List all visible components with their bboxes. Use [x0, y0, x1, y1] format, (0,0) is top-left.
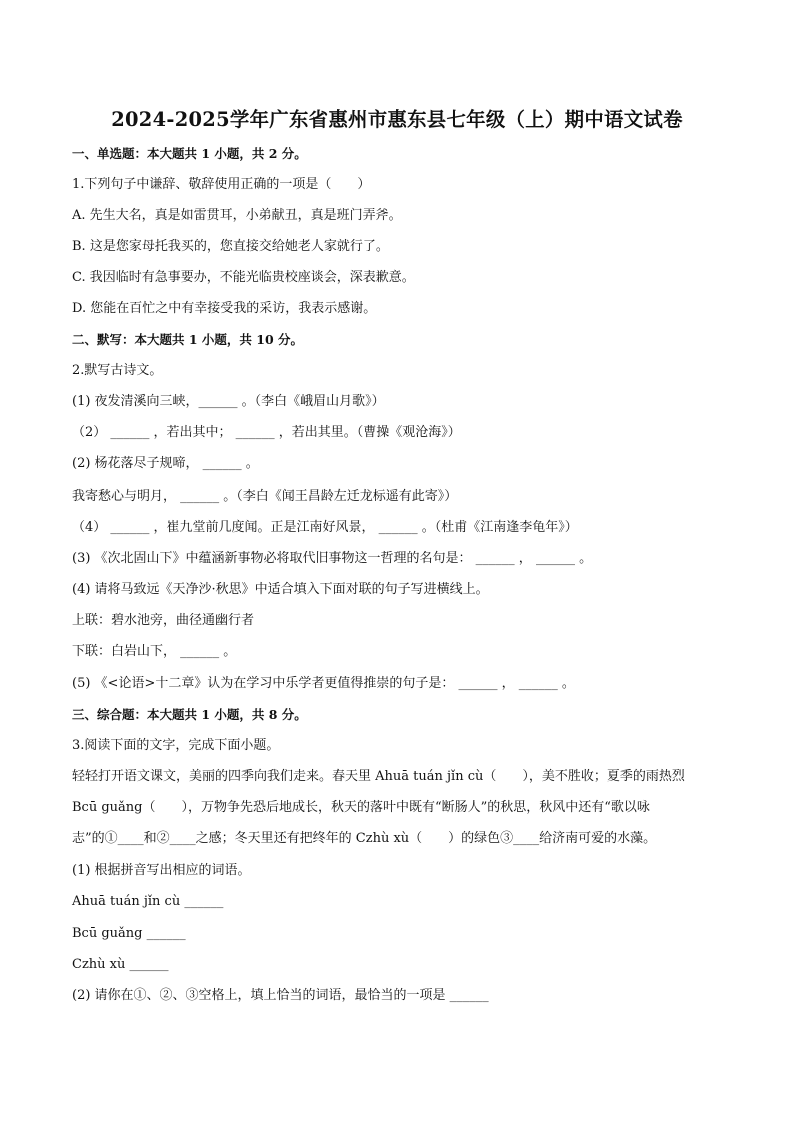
- question-3-answer-c: Czhù xù ______: [72, 957, 169, 972]
- question-2-line: （4） ______ ，崔九堂前几度闻。正是江南好风景， ______ 。（杜甫《江南逢李龟年》）: [72, 520, 578, 535]
- question-2-line: （2） ______ ，若出其中； ______ ，若出其里。（曹操《观沧海》）: [72, 425, 461, 440]
- question-3-answer-a: Ahuā tuán jǐn cù ______: [72, 894, 224, 909]
- section-heading-comprehensive: 三、综合题：本大题共 1 小题，共 8 分。: [72, 707, 307, 722]
- question-3-sub-1: (1) 根据拼音写出相应的词语。: [72, 863, 251, 878]
- question-2-line: (2) 杨花落尽子规啼， ______ 。: [72, 456, 259, 471]
- page-title: 2024-2025学年广东省惠州市惠东县七年级（上）期中语文试卷: [111, 108, 683, 131]
- question-3-passage-line: Bcū guǎng（ ），万物争先恐后地成长，秋天的落叶中既有“断肠人”的秋思，秋风中还有“歌以咏: [72, 800, 650, 815]
- question-1-option-d: D. 您能在百忙之中有幸接受我的采访，我表示感谢。: [72, 301, 377, 316]
- question-2-line: 我寄愁心与明月， ______ 。（李白《闻王昌龄左迁龙标遥有此寄》）: [72, 489, 458, 504]
- question-3-sub-2: (2) 请你在①、②、③空格上，填上恰当的词语，最恰当的一项是 ______: [72, 988, 489, 1003]
- question-2-lower-couplet: 下联：白岩山下， ______ 。: [72, 644, 237, 659]
- question-3-passage-line: 轻轻打开语文课文，美丽的四季向我们走来。春天里 Ahuā tuán jǐn cù（ ），美不胜收；夏季的雨热烈: [72, 769, 685, 784]
- question-2-stem: 2.默写古诗文。: [72, 363, 163, 378]
- question-2-line: (3) 《次北固山下》中蕴涵新事物必将取代旧事物这一哲理的名句是： ______ ， ______ 。: [72, 551, 593, 566]
- question-3-stem: 3.阅读下面的文字，完成下面小题。: [72, 738, 280, 753]
- question-1-stem: 1.下列句子中谦辞、敬辞使用正确的一项是（ ）: [72, 177, 371, 192]
- section-heading-single-choice: 一、单选题：本大题共 1 小题，共 2 分。: [72, 146, 307, 161]
- question-1-option-b: B. 这是您家母托我买的，您直接交给她老人家就行了。: [72, 239, 389, 254]
- question-2-upper-couplet: 上联：碧水池旁，曲径通幽行者: [72, 613, 255, 628]
- section-heading-dictation: 二、默写：本大题共 1 小题，共 10 分。: [72, 332, 304, 347]
- question-1-option-a: A. 先生大名，真是如雷贯耳，小弟献丑，真是班门弄斧。: [72, 208, 402, 223]
- question-3-answer-b: Bcū guǎng ______: [72, 926, 186, 941]
- question-2-line: (5) 《<论语>十二章》认为在学习中乐学者更值得推崇的句子是： ______ ， ______ 。: [72, 676, 575, 691]
- question-2-line: (4) 请将马致远《天净沙·秋思》中适合填入下面对联的句子写进横线上。: [72, 582, 489, 597]
- question-3-passage-line: 志”的①____和②____之感；冬天里还有把终年的 Czhù xù（ ）的绿色③____给济南可爱的水藻。: [72, 831, 657, 846]
- question-2-line: (1) 夜发清溪向三峡，______ 。（李白《峨眉山月歌》）: [72, 394, 385, 409]
- question-1-option-c: C. 我因临时有急事要办，不能光临贵校座谈会，深表歉意。: [72, 270, 415, 285]
